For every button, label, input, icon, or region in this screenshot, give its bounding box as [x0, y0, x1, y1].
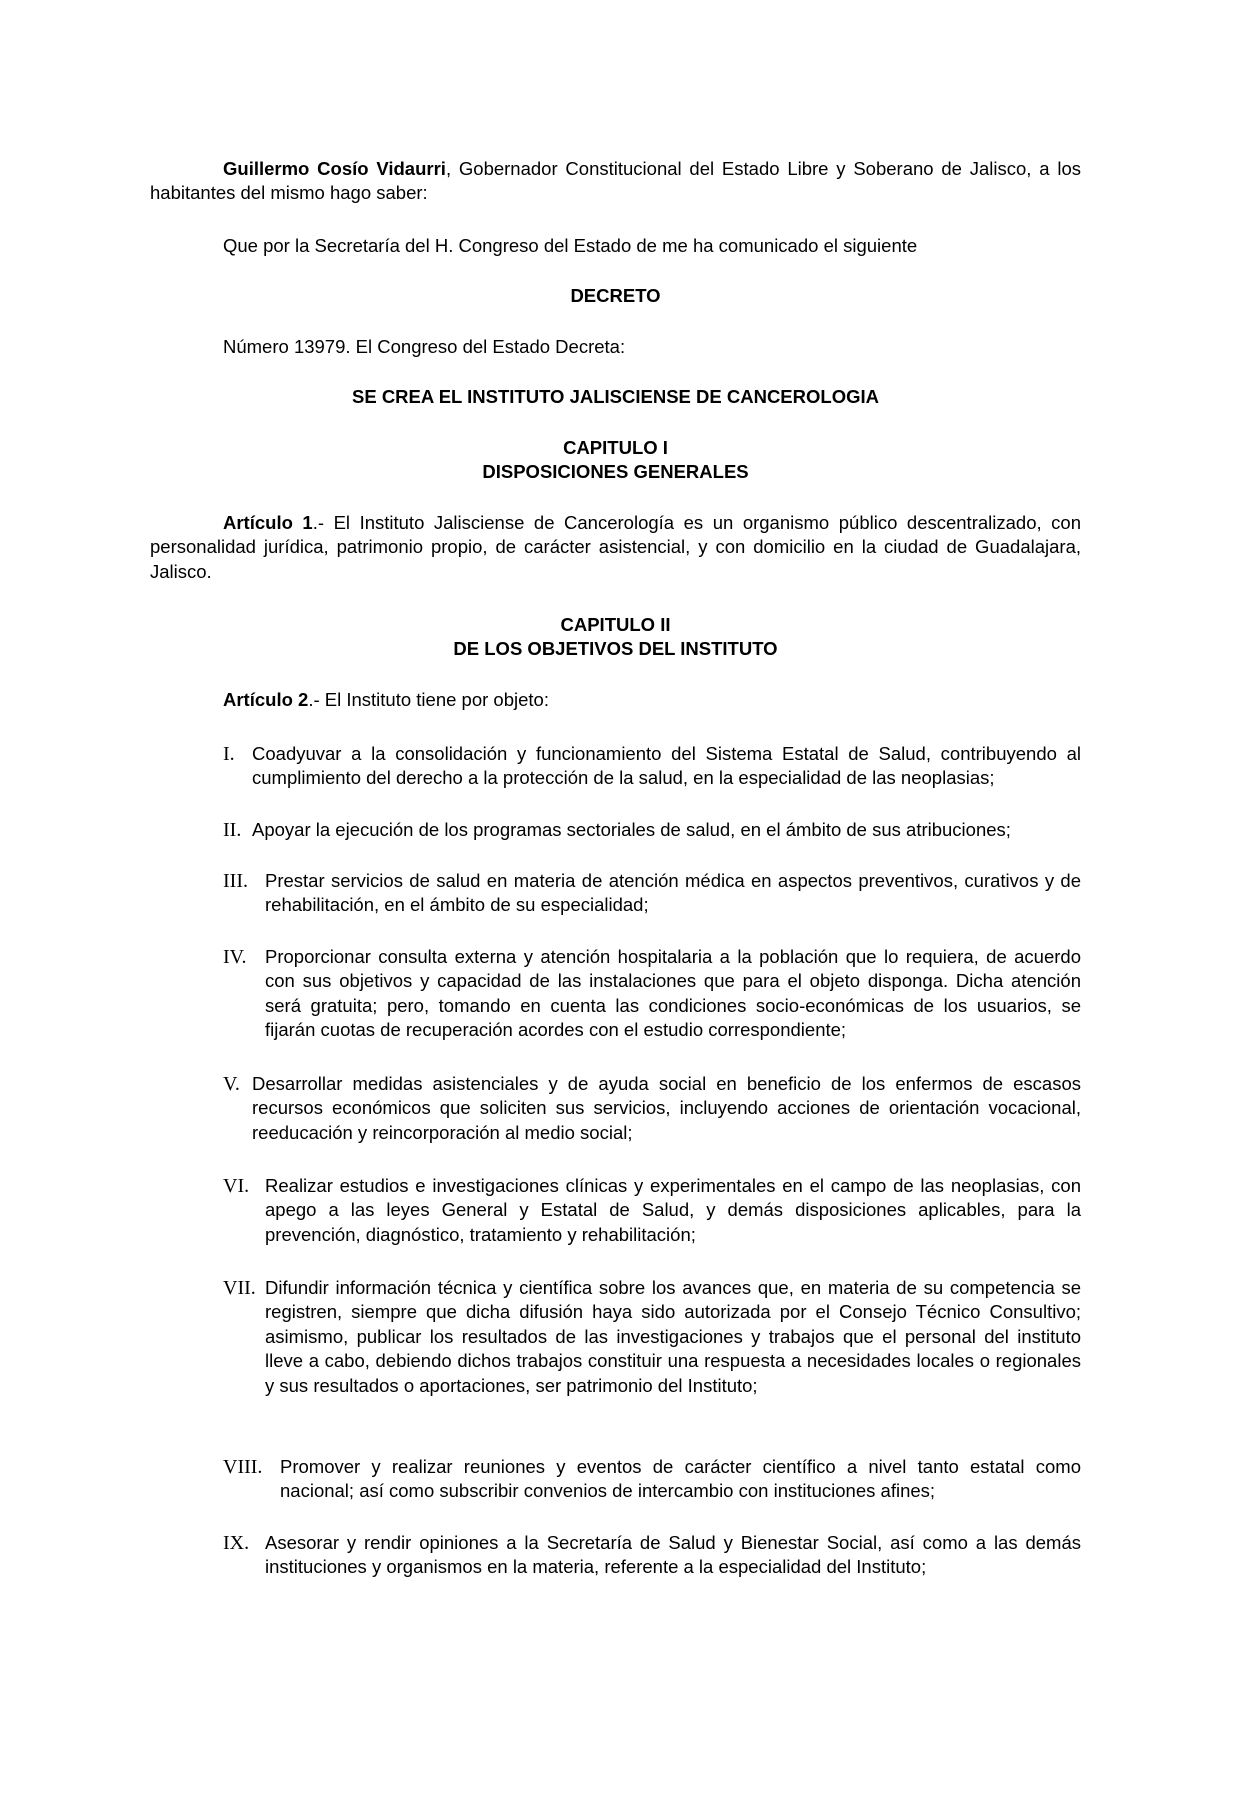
item-text: Desarrollar medidas asistenciales y de ayuda social en beneficio de los enfermos de escasos recursos económicos que soliciten sus servicios, incluyendo acciones de orientación vocacional, reeducación y reincorporación al medio social; [252, 1073, 1081, 1143]
chapter-2-number: CAPITULO II [560, 614, 671, 635]
item-text: Apoyar la ejecución de los programas sectoriales de salud, en el ámbito de sus atribuciones; [252, 819, 1011, 840]
article-2 [223, 688, 1081, 712]
chapter-2-name: DE LOS OBJETIVOS DEL INSTITUTO [453, 638, 778, 659]
item-numeral: I. [223, 743, 235, 765]
item-text: Proporcionar consulta externa y atención hospitalaria a la población que lo requiera, de acuerdo con sus objetivos y capacidad de las instalaciones que para el objeto disponga. Dicha atención será gratuita; pero, tomando en cuenta las condiciones socio-económicas de los usuarios, se fijarán cuotas de recuperación acordes con el estudio correspondiente; [265, 946, 1081, 1041]
item-text: Asesorar y rendir opiniones a la Secretaría de Salud y Bienestar Social, así como a las demás instituciones y organismos en la materia, referente a la especialidad del Instituto; [265, 1532, 1081, 1578]
item-text: Coadyuvar a la consolidación y funcionamiento del Sistema Estatal de Salud, contribuyendo al cumplimiento del derecho a la protección de la salud, en la especialidad de las neoplasias; [252, 743, 1081, 789]
item-numeral: VIII. [223, 1456, 263, 1478]
decree-number: Número 13979. El Congreso del Estado Decreta: [223, 336, 626, 357]
chapter-1-name: DISPOSICIONES GENERALES [482, 461, 749, 482]
decree-heading: DECRETO [570, 285, 661, 306]
intro-paragraph [150, 157, 1081, 206]
law-title: SE CREA EL INSTITUTO JALISCIENSE DE CANCEROLOGIA [352, 386, 879, 407]
item-text: Realizar estudios e investigaciones clínicas y experimentales en el campo de las neoplasias, con apego a las leyes General y Estatal de Salud, y demás disposiciones aplicables, para la prevención, diagnóstico, tratamiento y rehabilitación; [265, 1175, 1081, 1245]
intro-text: , Gobernador Constitucional del Estado Libre y Soberano de Jalisco, a los habitantes del mismo hago saber: [150, 158, 1081, 204]
article-2-text: .- El Instituto tiene por objeto: [308, 689, 549, 710]
article-2-label: Artículo 2 [223, 689, 309, 710]
article-1-text: .- El Instituto Jalisciense de Cancerología es un organismo público descentralizado, con personalidad jurídica, patrimonio propio, de carácter asistencial, y con domicilio en la ciudad de Guadalajara, Jalisco. [150, 512, 1081, 582]
article-1 [150, 511, 1081, 584]
item-text: Prestar servicios de salud en materia de atención médica en aspectos preventivos, curativos y de rehabilitación, en el ámbito de su especialidad; [265, 870, 1081, 916]
item-text: Promover y realizar reuniones y eventos de carácter científico a nivel tanto estatal como nacional; así como subscribir convenios de intercambio con instituciones afines; [280, 1456, 1081, 1502]
item-text: Difundir información técnica y científica sobre los avances que, en materia de su competencia se registren, siempre que dicha difusión haya sido autorizada por el Consejo Técnico Consultivo; asimismo, publicar los resultados de las investigaciones y trabajos que el personal del instituto lleve a cabo, debiendo dichos trabajos constituir una respuesta a necesidades locales o regionales y sus resultados o aportaciones, ser patrimonio del Instituto; [265, 1277, 1081, 1396]
item-numeral: IX. [223, 1532, 250, 1554]
item-numeral: III. [223, 870, 248, 892]
item-numeral: IV. [223, 946, 247, 968]
item-numeral: II. [223, 819, 242, 841]
item-numeral: V. [223, 1073, 240, 1095]
communicated-paragraph: Que por la Secretaría del H. Congreso del Estado de me ha comunicado el siguiente [223, 235, 918, 256]
article-1-label: Artículo 1 [223, 512, 313, 533]
governor-name: Guillermo Cosío Vidaurri [223, 158, 446, 179]
chapter-1-number: CAPITULO I [563, 437, 668, 458]
item-numeral: VII. [223, 1277, 256, 1299]
item-numeral: VI. [223, 1175, 250, 1197]
